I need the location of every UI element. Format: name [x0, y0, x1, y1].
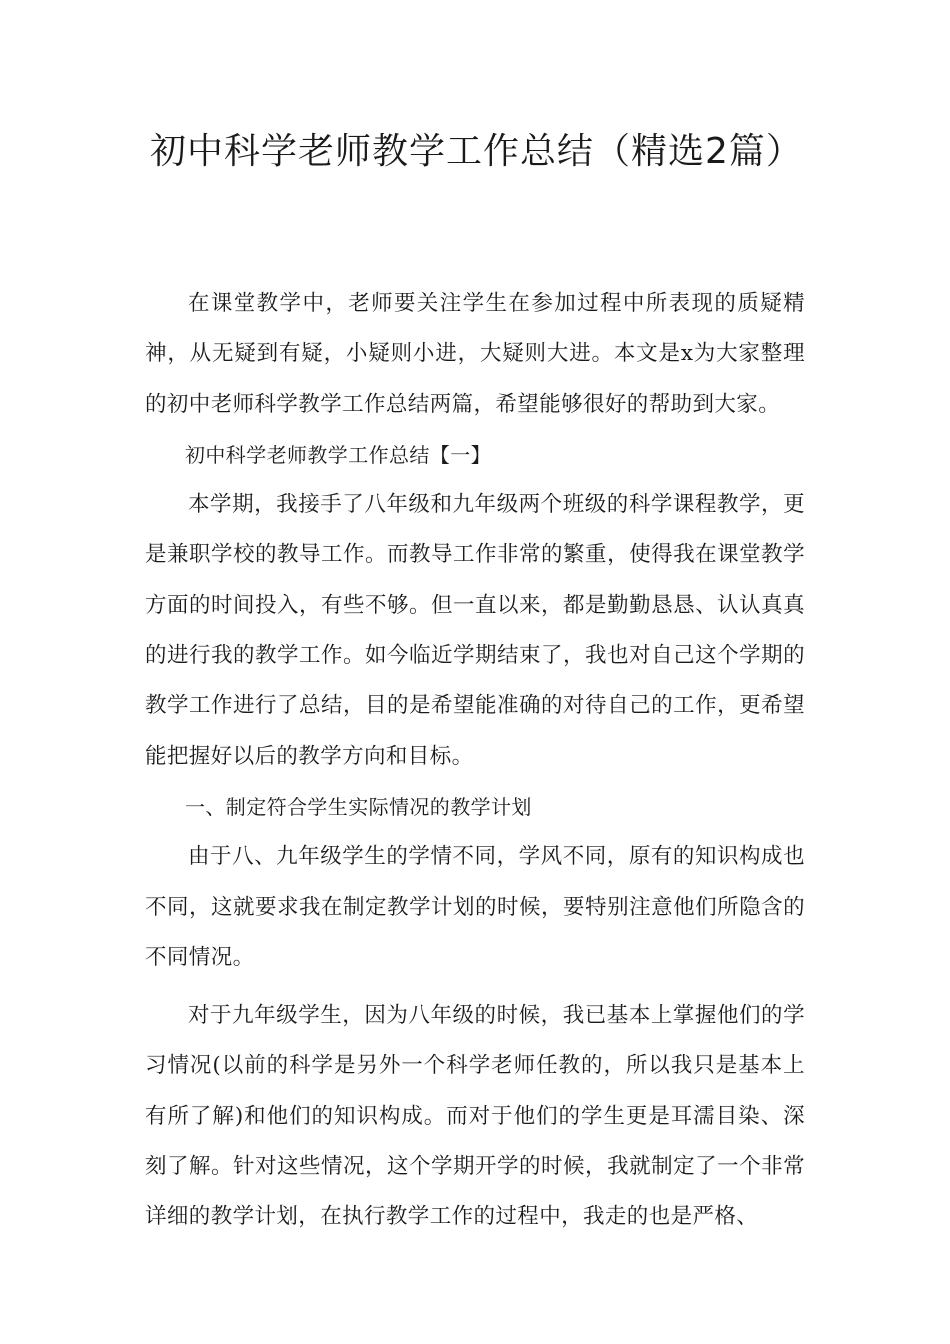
grade-nine-paragraph: 对于九年级学生，因为八年级的时候，我已基本上掌握他们的学习情况(以前的科学是另外一个科学老师任教的，所以我只是基本上有所了解)和他们的知识构成。而对于他们的学生更是耳濡目染、深刻了解。针对这些情况，这个学期开学的时候，我就制定了一个非常详细的教学计划，在执行教学工作的过程中，我走的也是严格、 [145, 1003, 805, 1230]
semester-overview-paragraph: 本学期，我接手了八年级和九年级两个班级的科学课程教学，更是兼职学校的教导工作。而教导工作非常的繁重，使得我在课堂教学方面的时间投入，有些不够。但一直以来，都是勤勤恳恳、认认真真的进行我的教学工作。如今临近学期结束了，我也对自己这个学期的教学工作进行了总结，目的是希望能准确的对待自己的工作，更希望能把握好以后的教学方向和目标。 [145, 492, 805, 769]
subsection-heading-teaching-plan: 一、制定符合学生实际情况的教学计划 [185, 794, 532, 819]
document-body [145, 279, 805, 1243]
document-title: 初中科学老师教学工作总结（精选2篇） [150, 131, 803, 172]
paragraph-spacer [145, 983, 805, 991]
section-heading-part-one: 初中科学老师教学工作总结【一】 [185, 442, 491, 467]
intro-paragraph: 在课堂教学中，老师要关注学生在参加过程中所表现的质疑精神，从无疑到有疑，小疑则小进，大疑则大进。本文是x为大家整理的初中老师科学教学工作总结两篇，希望能够很好的帮助到大家。 [145, 291, 805, 417]
grade-difference-paragraph: 由于八、九年级学生的学情不同，学风不同，原有的知识构成也不同，这就要求我在制定教学计划的时候，要特别注意他们所隐含的不同情况。 [145, 844, 805, 970]
